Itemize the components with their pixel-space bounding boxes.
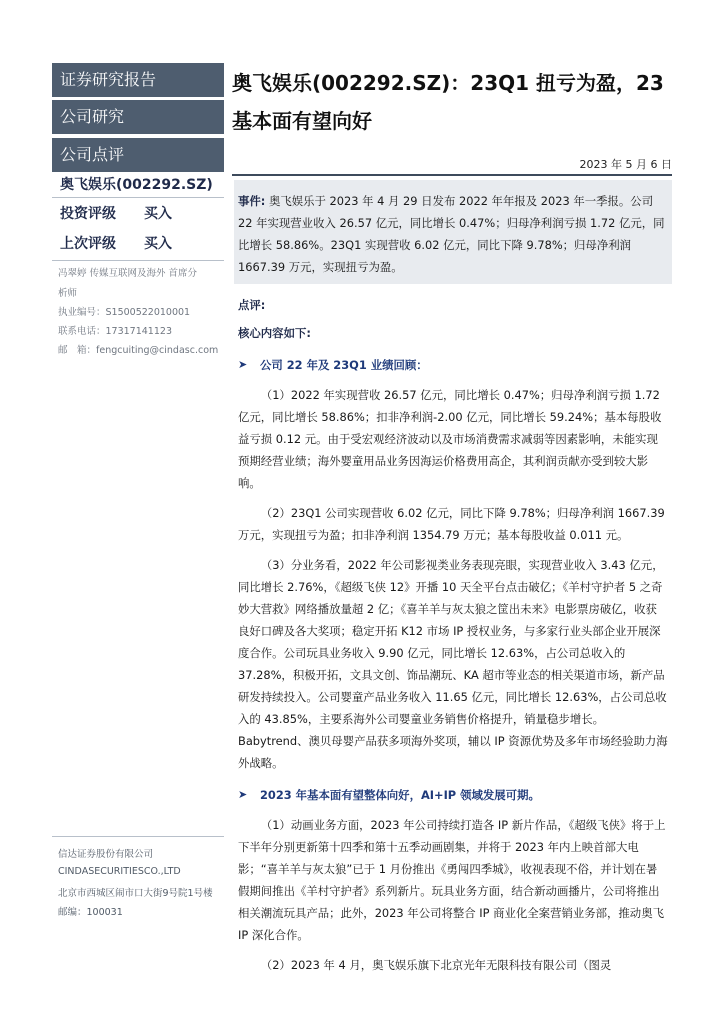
sidebar-divider	[52, 197, 224, 198]
title-line-2: 基本面有望向好	[232, 109, 372, 133]
analyst-email[interactable]: 邮 箱：fengcuiting@cindasc.com	[58, 345, 219, 356]
header-divider	[232, 174, 672, 176]
bullet-text: 公司 22 年及 23Q1 业绩回顾：	[260, 358, 428, 372]
sidebar-section-company-research: 公司研究	[52, 100, 224, 134]
analyst-phone: 联系电话：17317141123	[58, 326, 172, 337]
report-date: 2023 年 5 月 6 日	[579, 158, 672, 171]
paragraph-23q1-results: （2）23Q1 公司实现营收 6.02 亿元，同比下降 9.78%；归母净利润 1667.39 万元，实现扭亏为盈；扣非净利润 1354.79 万元；基本每股收益 0.011 元。	[238, 506, 665, 542]
title-line-1: 奥飞娱乐(002292.SZ)：23Q1 扭亏为盈，23	[232, 71, 664, 95]
analyst-name: 冯翠婷 传媒互联网及海外 首席分	[58, 268, 198, 279]
sidebar-divider	[52, 260, 224, 261]
firm-name-cn: 信达证券股份有限公司	[58, 849, 154, 860]
prev-rating-value: 买入	[144, 236, 172, 252]
bullet-2023-outlook	[238, 784, 668, 806]
firm-address: 北京市西城区闹市口大街9号院1号楼	[58, 888, 213, 899]
analyst-title: 析师	[58, 288, 78, 299]
analyst-cert: 执业编号：S1500522010001	[58, 307, 191, 318]
event-text: 奥飞娱乐于 2023 年 4 月 29 日发布 2022 年年报及 2023 年一季报。公司 22 年实现营业收入 26.57 亿元，同比增长 0.47%；归母净利润亏损 1.72 亿元，同比增长 58.86%。23Q1 实现营收 6.02 亿元，同比下降 9.78%；归母净利润 1667.39 万元，实现扭亏为盈。	[238, 194, 665, 274]
rating-label: 投资评级	[60, 206, 116, 222]
paragraph-segments: （3）分业务看，2022 年公司影视类业务表现亮眼，实现营业收入 3.43 亿元，同比增长 2.76%，《超级飞侠 12》开播 10 天全平台点击破亿；《羊村守护者 5 之奇妙大营救》网络播放量超 2 亿；《喜羊羊与灰太狼之筐出未来》电影票房破亿，收获良好口碑及各大奖项；稳定开拓 K12 市场 IP 授权业务，与多家行业头部企业开展深度合作。公司玩具业务收入 9.90 亿元，同比增长 12.63%，占公司总收入的 37.28%，积极开拓，文具文创、饰品潮玩、KA 超市等业态的相关渠道市场，新产品研发持续投入。公司婴童产品业务收入 11.65 亿元，同比增长 12.63%，占公司总收入的 43.85%，主要系海外公司婴童业务销售价格提升，销量稳步增长。Babytrend、澳贝母婴产品获多项海外奖项，辅以 IP 资源优势及多年市场经验助力海外战略。	[238, 558, 668, 770]
sidebar-footer-divider	[52, 836, 224, 837]
core-label: 核心内容如下:	[238, 326, 311, 340]
event-box	[234, 180, 672, 284]
bullet-performance-review	[238, 354, 668, 376]
sidebar-company-name: 奥飞娱乐(002292.SZ)	[60, 177, 213, 193]
sidebar-section-company-comment: 公司点评	[52, 138, 224, 172]
firm-postcode: 邮编：100031	[58, 907, 123, 918]
firm-name-en: CINDASECURITIESCO.,LTD	[58, 866, 181, 877]
event-label: 事件:	[238, 194, 266, 208]
paragraph-ai-business: （2）2023 年 4 月，奥飞娱乐旗下北京光年无限科技有限公司（图灵	[260, 958, 612, 972]
paragraph-animation-business: （1）动画业务方面，2023 年公司持续打造各 IP 新片作品，《超级飞侠》将于上下半年分别更新第十四季和第十五季动画剧集，并将于 2023 年内上映首部大电影；“喜羊羊与灰太狼”已于 1 月份推出《勇闯四季城》，收视表现不俗，并计划在暑假期间推出《羊村守护者》系列新片。玩具业务方面，结合新动画播片，公司将推出相关潮流玩具产品；此外，2023 年公司将整合 IP 商业化全案营销业务部，推动奥飞 IP 深化合作。	[238, 818, 666, 942]
arrow-bullet-icon: ➤	[238, 788, 248, 801]
report-body	[238, 180, 668, 976]
rating-value: 买入	[144, 206, 172, 222]
paragraph-2022-results: （1）2022 年实现营收 26.57 亿元，同比增长 0.47%；归母净利润亏损 1.72 亿元，同比增长 58.86%；扣非净利润-2.00 亿元，同比增长 59.24%；基本每股收益亏损 0.12 元。由于受宏观经济波动以及市场消费需求减弱等因素影响，未能实现预期经营业绩；海外婴童用品业务因海运价格费用高企，其利润贡献亦受到较大影响。	[238, 388, 662, 490]
page-title	[232, 64, 672, 140]
arrow-bullet-icon: ➤	[238, 358, 248, 371]
prev-rating-label: 上次评级	[60, 236, 116, 252]
bullet-text: 2023 年基本面有望整体向好，AI+IP 领域发展可期。	[260, 788, 540, 802]
comment-label: 点评:	[238, 298, 266, 312]
sidebar-section-research-report: 证券研究报告	[52, 63, 224, 97]
